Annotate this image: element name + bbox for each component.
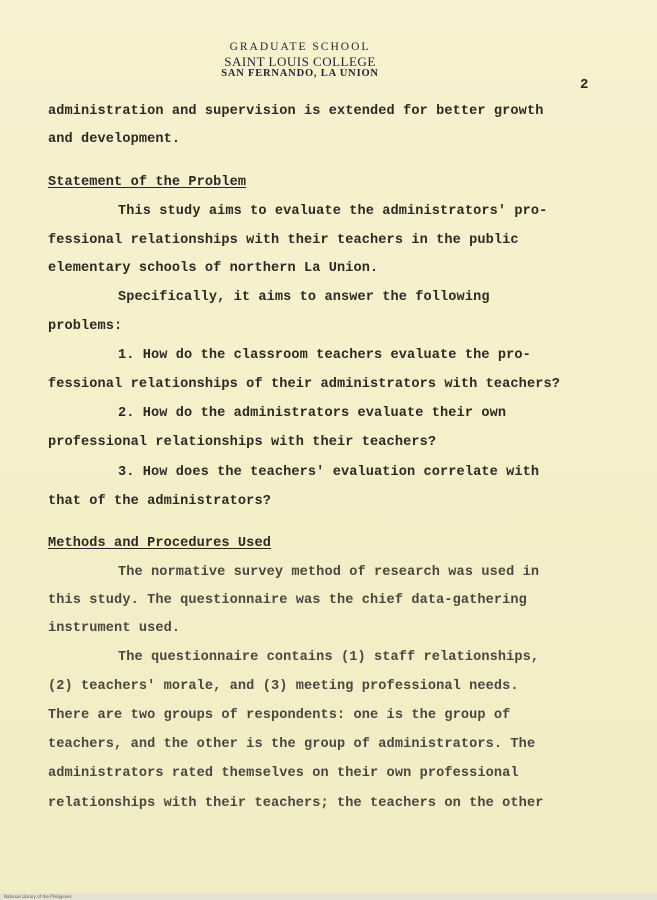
text-line: administration and supervision is extended for better growth: [48, 104, 544, 119]
problem-item-1: 1. How do the classroom teachers evaluate the pro-: [118, 348, 531, 363]
text-line: administrators rated themselves on their own professional: [48, 766, 519, 781]
text-line: fessional relationships of their administrators with teachers?: [48, 377, 560, 392]
text-line: and development.: [48, 132, 181, 147]
section-heading-methods: Methods and Procedures Used: [48, 536, 271, 551]
text-line: that of the administrators?: [48, 494, 271, 509]
text-line: Specifically, it aims to answer the following: [118, 290, 490, 305]
page-number: 2: [580, 77, 589, 93]
text-line: There are two groups of respondents: one is the group of: [48, 708, 511, 723]
text-line: professional relationships with their teachers?: [48, 435, 437, 450]
text-line: problems:: [48, 319, 123, 334]
letterhead-address: SAN FERNANDO, LA UNION: [221, 68, 379, 79]
text-line: instrument used.: [48, 621, 181, 636]
text-line: elementary schools of northern La Union.: [48, 261, 379, 276]
text-line: The questionnaire contains (1) staff relationships,: [118, 650, 540, 665]
text-line: (2) teachers' morale, and (3) meeting professional needs.: [48, 679, 519, 694]
text-line: The normative survey method of research was used in: [118, 565, 540, 580]
letterhead-school: GRADUATE SCHOOL: [229, 41, 371, 53]
text-line: fessional relationships with their teachers in the public: [48, 233, 519, 248]
problem-item-3: 3. How does the teachers' evaluation correlate with: [118, 465, 540, 480]
letterhead-college: SAINT LOUIS COLLEGE: [224, 54, 376, 69]
text-line: relationships with their teachers; the teachers on the other: [48, 796, 544, 811]
text-line: teachers, and the other is the group of administrators. The: [48, 737, 536, 752]
problem-item-2: 2. How do the administrators evaluate their own: [118, 406, 507, 421]
section-heading-problem: Statement of the Problem: [48, 175, 247, 190]
scan-footer: National Library of the Philippines: [0, 893, 657, 900]
text-line: this study. The questionnaire was the chief data-gathering: [48, 593, 527, 608]
text-line: This study aims to evaluate the administrators' pro-: [118, 204, 548, 219]
